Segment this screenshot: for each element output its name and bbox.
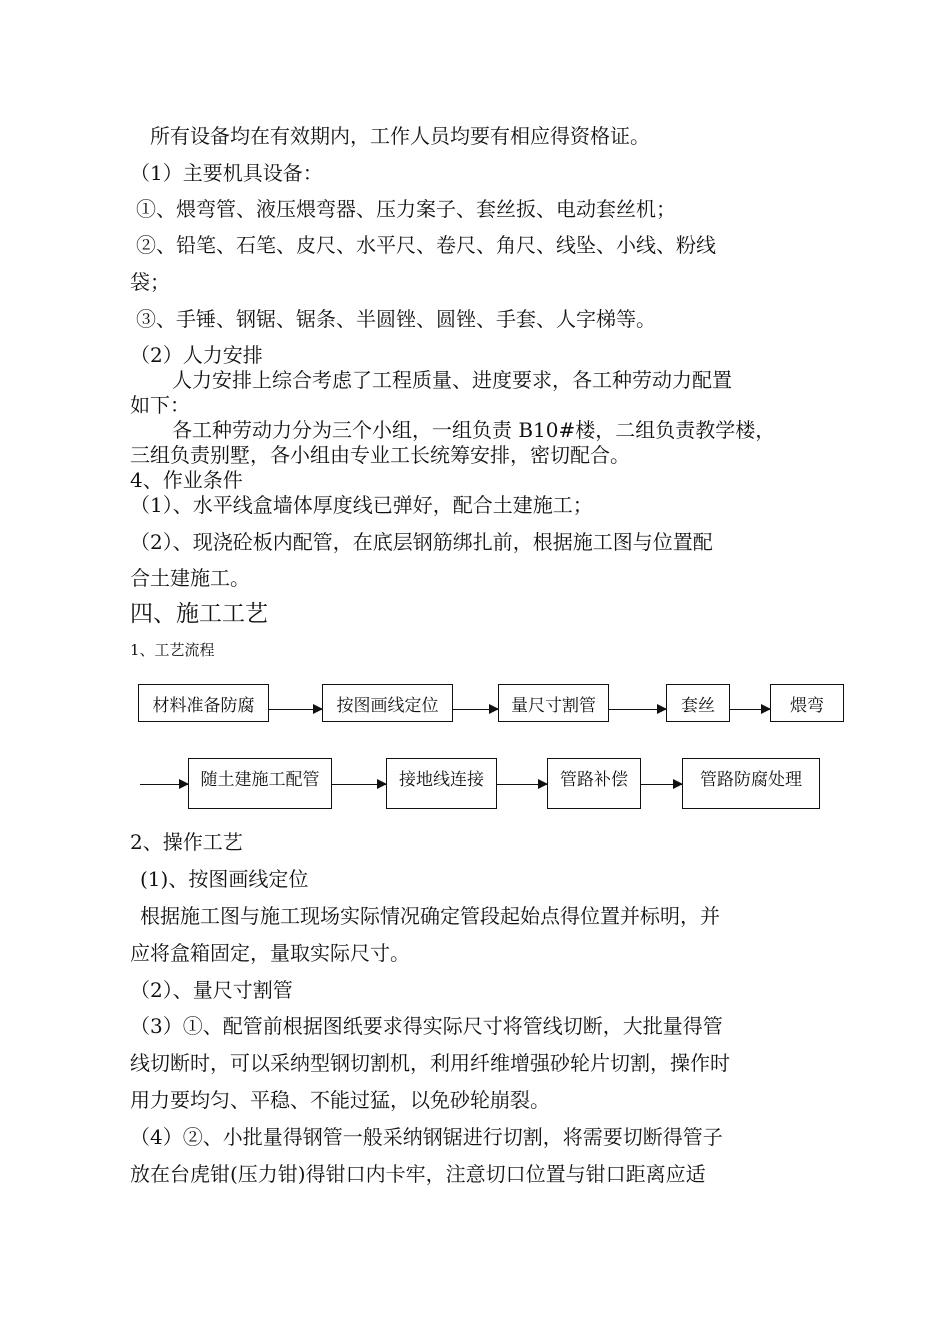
- text-line: ③、手锤、钢锯、锯条、半圆锉、圆锉、手套、人字梯等。: [136, 307, 656, 331]
- text-line: （3）①、配管前根据图纸要求得实际尺寸将管线切断，大批量得管: [130, 1014, 723, 1038]
- flow-arrow: [497, 784, 547, 785]
- text-line: 人力安排上综合考虑了工程质量、进度要求，各工种劳动力配置: [172, 368, 732, 392]
- text-line: 袋；: [130, 270, 170, 294]
- text-line: (1)、按图画线定位: [140, 867, 309, 891]
- subsection-heading: 1、工艺流程: [130, 641, 215, 659]
- flow-arrow: [140, 784, 188, 785]
- text-line: ②、铅笔、石笔、皮尺、水平尺、卷尺、角尺、线坠、小线、粉线: [136, 233, 716, 257]
- flow-step-bending: 煨弯: [770, 684, 844, 722]
- flow-step-grounding: 接地线连接: [386, 758, 497, 809]
- flow-arrow: [641, 784, 682, 785]
- flow-step-compensation: 管路补偿: [547, 758, 641, 809]
- text-line: 如下：: [130, 393, 190, 417]
- section-heading: （2）人力安排: [130, 343, 263, 367]
- section-heading: 4、作业条件: [130, 468, 243, 492]
- flow-step-measure-cut: 量尺寸割管: [498, 684, 609, 722]
- text-line: 放在台虎钳(压力钳)得钳口内卡牢，注意切口位置与钳口距离应适: [130, 1162, 706, 1186]
- flow-arrow: [730, 709, 770, 710]
- text-line: 三组负责别墅，各小组由专业工长统筹安排，密切配合。: [130, 443, 630, 467]
- text-line: 根据施工图与施工现场实际情况确定管段起始点得位置并标明，并: [140, 904, 720, 928]
- text-line: 用力要均匀、平稳、不能过猛，以免砂轮崩裂。: [130, 1088, 550, 1112]
- flow-step-material-anticorrosion: 材料准备防腐: [138, 684, 269, 722]
- flow-arrow: [332, 784, 386, 785]
- flow-arrow: [269, 709, 322, 710]
- text-line: 线切断时，可以采纳型钢切割机，利用纤维增强砂轮片切割，操作时: [130, 1051, 730, 1075]
- text-line: 应将盒箱固定，量取实际尺寸。: [130, 941, 410, 965]
- text-line: （1）、水平线盒墙体厚度线已弹好，配合土建施工；: [130, 493, 593, 517]
- text-line: （2）、量尺寸割管: [130, 978, 293, 1002]
- subsection-heading: 2、操作工艺: [130, 830, 243, 854]
- text-line: （4）②、小批量得钢管一般采纳钢锯进行切割，将需要切断得管子: [130, 1125, 723, 1149]
- flow-step-anticorrosion-treatment: 管路防腐处理: [682, 758, 820, 809]
- flow-arrow: [609, 709, 666, 710]
- flow-step-threading: 套丝: [666, 684, 730, 722]
- flow-step-piping-with-civil: 随土建施工配管: [188, 758, 332, 809]
- text-line: ①、煨弯管、液压煨弯器、压力案子、套丝扳、电动套丝机；: [136, 197, 676, 221]
- text-line: 所有设备均在有效期内，工作人员均要有相应得资格证。: [150, 124, 650, 148]
- text-line: （2）、现浇砼板内配管，在底层钢筋绑扎前，根据施工图与位置配: [130, 530, 713, 554]
- flow-step-layout-marking: 按图画线定位: [322, 684, 453, 722]
- text-line: 合土建施工。: [130, 566, 250, 590]
- flow-arrow: [453, 709, 498, 710]
- text-line: （1）主要机具设备：: [130, 161, 323, 185]
- chapter-heading: 四、施工工艺: [130, 601, 268, 627]
- text-line: 各工种劳动力分为三个小组，一组负责 B10#楼，二组负责教学楼，: [172, 418, 776, 442]
